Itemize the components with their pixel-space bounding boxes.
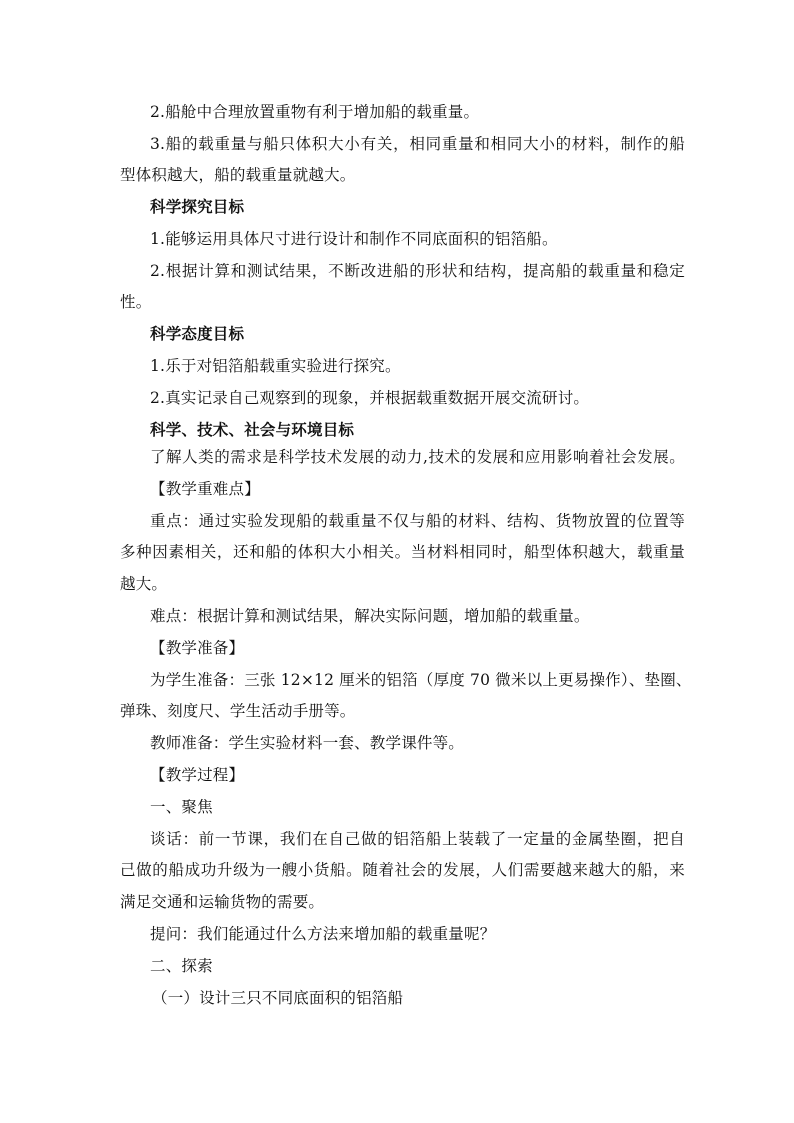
attitude-goal-item-2: 2.真实记录自己观察到的现象，并根据载重数据开展交流研讨。 — [150, 389, 590, 407]
process-heading: 【教学过程】 — [150, 766, 245, 784]
attitude-goal-item-1: 1.乐于对铝箔船载重实验进行探究。 — [150, 357, 401, 375]
key-point-focus-line-3: 越大。 — [120, 575, 168, 593]
process-question: 提问：我们能通过什么方法来增加船的载重量呢？ — [150, 925, 496, 943]
process-subsection-design-boats: （一）设计三只不同底面积的铝箔船 — [152, 989, 404, 1007]
process-section-focus: 一、聚焦 — [150, 798, 213, 816]
inquiry-goal-item-2-line-2: 性。 — [120, 293, 152, 311]
attitude-goal-heading: 科学态度目标 — [150, 324, 245, 343]
sts-goal-heading: 科学、技术、社会与环境目标 — [150, 420, 355, 439]
sts-goal-text: 了解人类的需求是科学技术发展的动力,技术的发展和应用影响着社会发展。 — [150, 448, 685, 466]
preparation-student-line-2: 弹珠、刻度尺、学生活动手册等。 — [120, 702, 356, 720]
process-talk-line-3: 满足交通和运输货物的需要。 — [120, 893, 325, 911]
knowledge-goal-item-3-line-2: 型体积越大，船的载重量就越大。 — [120, 166, 356, 184]
process-talk-line-2: 己做的船成功升级为一艘小货船。随着社会的发展，人们需要越来越大的船，来 — [120, 861, 685, 879]
key-point-difficulty: 难点：根据计算和测试结果，解决实际问题，增加船的载重量。 — [150, 607, 590, 625]
inquiry-goal-heading: 科学探究目标 — [150, 197, 245, 216]
preparation-teacher: 教师准备：学生实验材料一套、教学课件等。 — [150, 734, 465, 752]
preparation-heading: 【教学准备】 — [150, 639, 245, 657]
inquiry-goal-item-1: 1.能够运用具体尺寸进行设计和制作不同底面积的铝箔船。 — [150, 230, 558, 248]
key-point-focus-line-1: 重点：通过实验发现船的载重量不仅与船的材料、结构、货物放置的位置等 — [150, 512, 685, 530]
key-points-heading: 【教学重难点】 — [150, 480, 260, 498]
key-point-focus-line-2: 多种因素相关，还和船的体积大小相关。当材料相同时，船型体积越大，载重量 — [120, 543, 685, 561]
process-section-explore: 二、探索 — [150, 957, 213, 975]
inquiry-goal-item-2-line-1: 2.根据计算和测试结果，不断改进船的形状和结构，提高船的载重量和稳定 — [150, 262, 685, 280]
process-talk-line-1: 谈话：前一节课，我们在自己做的铝箔船上装载了一定量的金属垫圈，把自 — [150, 830, 685, 848]
knowledge-goal-item-3-line-1: 3.船的载重量与船只体积大小有关，相同重量和相同大小的材料，制作的船 — [150, 135, 685, 153]
preparation-student-line-1: 为学生准备：三张 12×12 厘米的铝箔（厚度 70 微米以上更易操作）、垫圈、 — [150, 671, 692, 689]
knowledge-goal-item-2: 2.船舱中合理放置重物有利于增加船的载重量。 — [150, 103, 480, 121]
